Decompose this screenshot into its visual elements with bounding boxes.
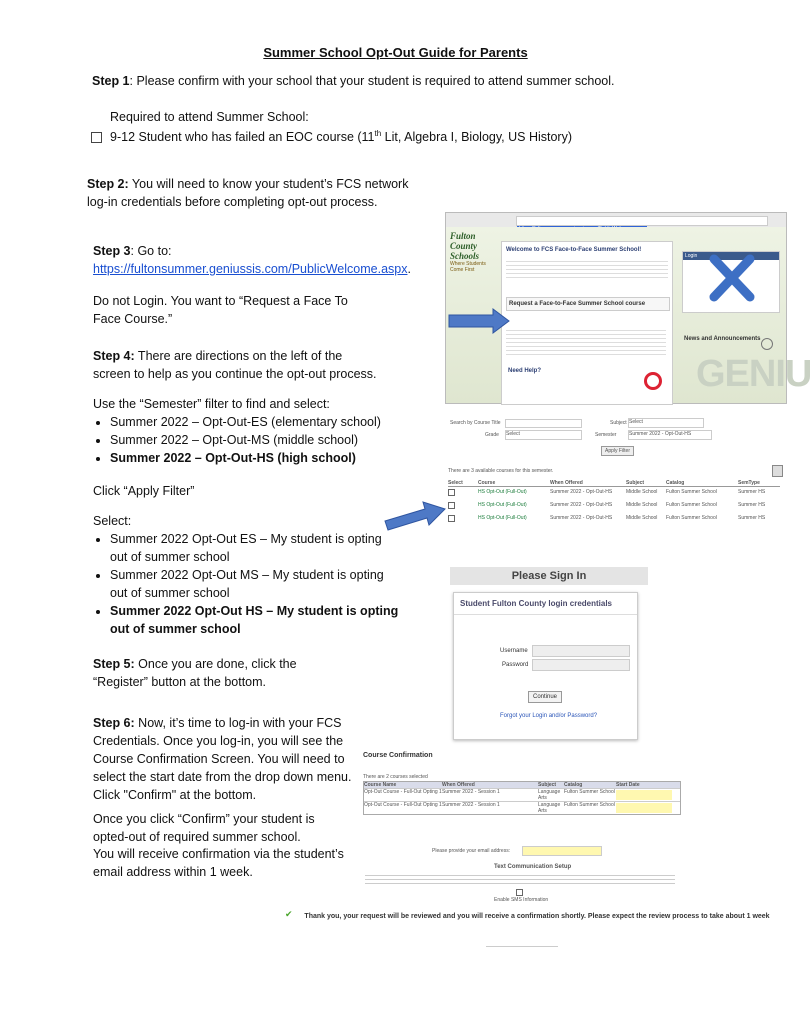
col-semtype: SemType (738, 480, 760, 486)
please-sign-in-bar: Please Sign In (450, 567, 648, 585)
row-subject: Language Arts (538, 789, 561, 801)
col-when: When Offered (550, 480, 583, 486)
start-date-select[interactable] (616, 803, 672, 813)
col-course-name: Course Name (364, 782, 397, 788)
semester-select[interactable]: Summer 2022 - Opt-Out-HS (628, 430, 712, 440)
table-row (448, 500, 780, 513)
option-item: • Summer 2022 Opt-Out HS – My student is opting out of summer school (110, 602, 400, 638)
option-list (90, 530, 400, 638)
course-count-text: There are 3 available courses for this semester. (448, 468, 554, 474)
row-when-offered: Summer 2022 - Session 1 (442, 802, 500, 808)
col-subject: Subject (626, 480, 645, 486)
row-semtype: Summer HS (738, 502, 766, 508)
step5-label: Step 5: (93, 657, 135, 671)
row-catalog: Fulton Summer School (564, 802, 615, 808)
step6-label: Step 6: (93, 716, 135, 730)
text-setup-description (365, 872, 675, 886)
row-checkbox[interactable] (448, 502, 455, 509)
sms-checkbox[interactable] (516, 889, 523, 896)
confirmation-table-header (364, 782, 680, 788)
step6-paragraph (93, 714, 363, 804)
select-instruction: Select: (93, 514, 132, 528)
required-item-text: 9-12 Student who has failed an EOC course (11 (110, 130, 375, 145)
login-card-heading: Student Fulton County login credentials (454, 593, 637, 615)
col-catalog: Catalog (564, 782, 583, 788)
print-icon[interactable] (772, 465, 783, 477)
row-course-name: Opt-Out Course - Full-Out Opting 1 (364, 789, 442, 795)
subject-select[interactable]: Select (628, 418, 704, 428)
row-catalog: Fulton Summer School (666, 515, 717, 521)
step3-url-link[interactable]: https://fultonsummer.geniussis.com/PublicWelcome.aspx (93, 262, 408, 276)
table-row (364, 788, 680, 801)
option-item: • Summer 2022 Opt-Out MS – My student is opting out of summer school (110, 566, 400, 602)
step4-paragraph (93, 347, 383, 383)
col-start-date: Start Date (616, 782, 640, 788)
step4-filter-intro: Use the “Semester” filter to find and select: (93, 397, 330, 411)
username-input[interactable] (532, 645, 630, 657)
row-semtype: Summer HS (738, 515, 766, 521)
step1-label: Step 1 (92, 74, 130, 88)
step3-paragraph (93, 242, 443, 278)
step3-label: Step 3 (93, 244, 131, 258)
step1-text: : Please confirm with your school that your student is required to attend summer school. (129, 74, 615, 88)
required-heading: Required to attend Summer School: (110, 110, 309, 124)
apply-filter-button[interactable]: Apply Filter (601, 446, 634, 456)
logo-tagline: Where Students Come First (450, 261, 486, 273)
filter-item: • Summer 2022 – Opt-Out-HS (high school) (110, 449, 410, 467)
row-subject: Language Arts (538, 802, 561, 814)
row-checkbox[interactable] (448, 515, 455, 522)
browser-bar (446, 213, 786, 228)
course-table (448, 480, 780, 526)
row-semtype: Summer HS (738, 489, 766, 495)
news-heading: News and Announcements (684, 336, 761, 342)
table-row (448, 513, 780, 526)
welcome-panel (501, 241, 673, 405)
required-item-sup: th (374, 129, 382, 138)
password-label: Password (502, 662, 529, 668)
username-label: Username (500, 648, 528, 654)
text-setup-heading: Text Communication Setup (494, 864, 572, 870)
step2-paragraph (87, 175, 427, 211)
step3-note: Do not Login. You want to “Request a Face To Face Course.” (93, 294, 348, 326)
start-date-select[interactable] (616, 790, 672, 800)
step2-text: You will need to know your student’s FCS network log-in credentials before completing opt-out process. (87, 177, 409, 209)
subject-label: Subject (610, 420, 627, 426)
col-catalog: Catalog (666, 480, 685, 486)
welcome-text-lines (506, 258, 668, 278)
row-course-link[interactable]: HS Opt-Out (Full-Out) (478, 489, 527, 495)
welcome-heading: Welcome to FCS Face-to-Face Summer School! (506, 247, 642, 253)
row-subject: Middle School (626, 502, 658, 508)
step4-text: There are directions on the left of the screen to help as you continue the opt-out process. (93, 349, 377, 381)
required-checkbox[interactable] (91, 130, 102, 148)
email-label: Please provide your email address: (432, 848, 511, 854)
arrow-right-icon (449, 308, 511, 334)
confirmation-heading: Course Confirmation (363, 752, 433, 759)
row-catalog: Fulton Summer School (666, 489, 717, 495)
grade-select[interactable]: Select (505, 430, 582, 440)
continue-button[interactable]: Continue (528, 691, 562, 703)
confirmation-paragraph: You will receive confirmation via the student’s email address within 1 week. (93, 847, 344, 879)
filter-screenshot (445, 410, 785, 560)
fcs-logo (450, 231, 500, 273)
password-input[interactable] (532, 659, 630, 671)
email-input[interactable] (522, 846, 602, 856)
required-item-rest: Lit, Algebra I, Biology, US History) (381, 130, 573, 145)
step4-label: Step 4: (93, 349, 135, 363)
row-subject: Middle School (626, 489, 658, 495)
step3-url-tail: . (407, 262, 411, 276)
row-catalog: Fulton Summer School (564, 789, 615, 795)
step1-paragraph (92, 72, 772, 90)
row-when: Summer 2022 - Opt-Out-HS (550, 502, 613, 508)
col-course: Course (478, 480, 496, 486)
thank-you-message: Thank you, your request will be reviewed and you will receive a confirmation shortly. Please expect the review process to take about 1 week (304, 913, 770, 920)
step5-text: Once you are done, click the “Register” button at the bottom. (93, 657, 297, 689)
row-subject: Middle School (626, 515, 658, 521)
login-card (453, 592, 638, 740)
genius-watermark: GENIU (696, 353, 811, 395)
semester-label: Semester (595, 432, 617, 438)
row-catalog: Fulton Summer School (666, 502, 717, 508)
step2-label: Step 2: (87, 177, 129, 191)
row-course-link[interactable]: HS Opt-Out (Full-Out) (478, 515, 527, 521)
cross-out-icon (708, 253, 756, 303)
search-input[interactable] (505, 419, 582, 428)
option-item: • Summer 2022 Opt-Out ES – My student is opting out of summer school (110, 530, 400, 566)
confirmation-table (363, 781, 681, 815)
row-course-name: Opt-Out Course - Full-Out Opting 1 (364, 802, 442, 808)
step6-text: Now, it’s time to log-in with your FCS Credentials. Once you log-in, you will see the Course Confirmation Screen. You will need to select the start date from the drop down menu. Click "Confirm" at the bottom. (93, 716, 352, 802)
request-course-link[interactable]: Request a Face-to-Face Summer School course (506, 297, 670, 311)
forgot-credentials-link[interactable]: Forgot your Login and/or Password? (500, 713, 598, 719)
apply-filter-instruction: Click “Apply Filter” (93, 484, 195, 498)
logo-text: Fulton County Schools (450, 231, 480, 261)
step3-text: : Go to: (130, 244, 172, 258)
refresh-icon (761, 338, 773, 350)
table-row (448, 487, 780, 500)
search-label: Search by Course Title (450, 420, 501, 426)
course-table-header (448, 480, 780, 487)
step6-after: Once you click “Confirm” your student is opted-out of required summer school. (93, 812, 315, 844)
row-checkbox[interactable] (448, 489, 455, 496)
row-when: Summer 2022 - Opt-Out-HS (550, 515, 613, 521)
divider (486, 946, 558, 947)
address-bar (516, 216, 768, 226)
row-when: Summer 2022 - Opt-Out-HS (550, 489, 613, 495)
grade-label: Grade (485, 432, 499, 438)
checkmark-icon: ✔ (285, 909, 293, 919)
col-subject: Subject (538, 782, 557, 788)
arrow-right-icon (383, 495, 447, 533)
filter-item: • Summer 2022 – Opt-Out-MS (middle school) (110, 431, 410, 449)
step5-paragraph (93, 655, 323, 691)
filter-list (90, 413, 410, 467)
login-header: Login (683, 252, 779, 260)
need-help-heading: Need Help? (508, 368, 542, 374)
col-select: Select (448, 480, 463, 486)
required-item (110, 125, 670, 146)
page-title: Summer School Opt-Out Guide for Parents (263, 45, 528, 60)
col-when-offered: When Offered (442, 782, 475, 788)
request-text-lines (506, 327, 666, 357)
filter-item: • Summer 2022 – Opt-Out-ES (elementary school) (110, 413, 410, 431)
table-row (364, 801, 680, 814)
row-when-offered: Summer 2022 - Session 1 (442, 789, 500, 795)
row-course-link[interactable]: HS Opt-Out (Full-Out) (478, 502, 527, 508)
sms-label: Enable SMS Information (494, 897, 549, 903)
lifebuoy-icon (644, 372, 662, 390)
confirmation-count: There are 2 courses selected (363, 774, 428, 780)
